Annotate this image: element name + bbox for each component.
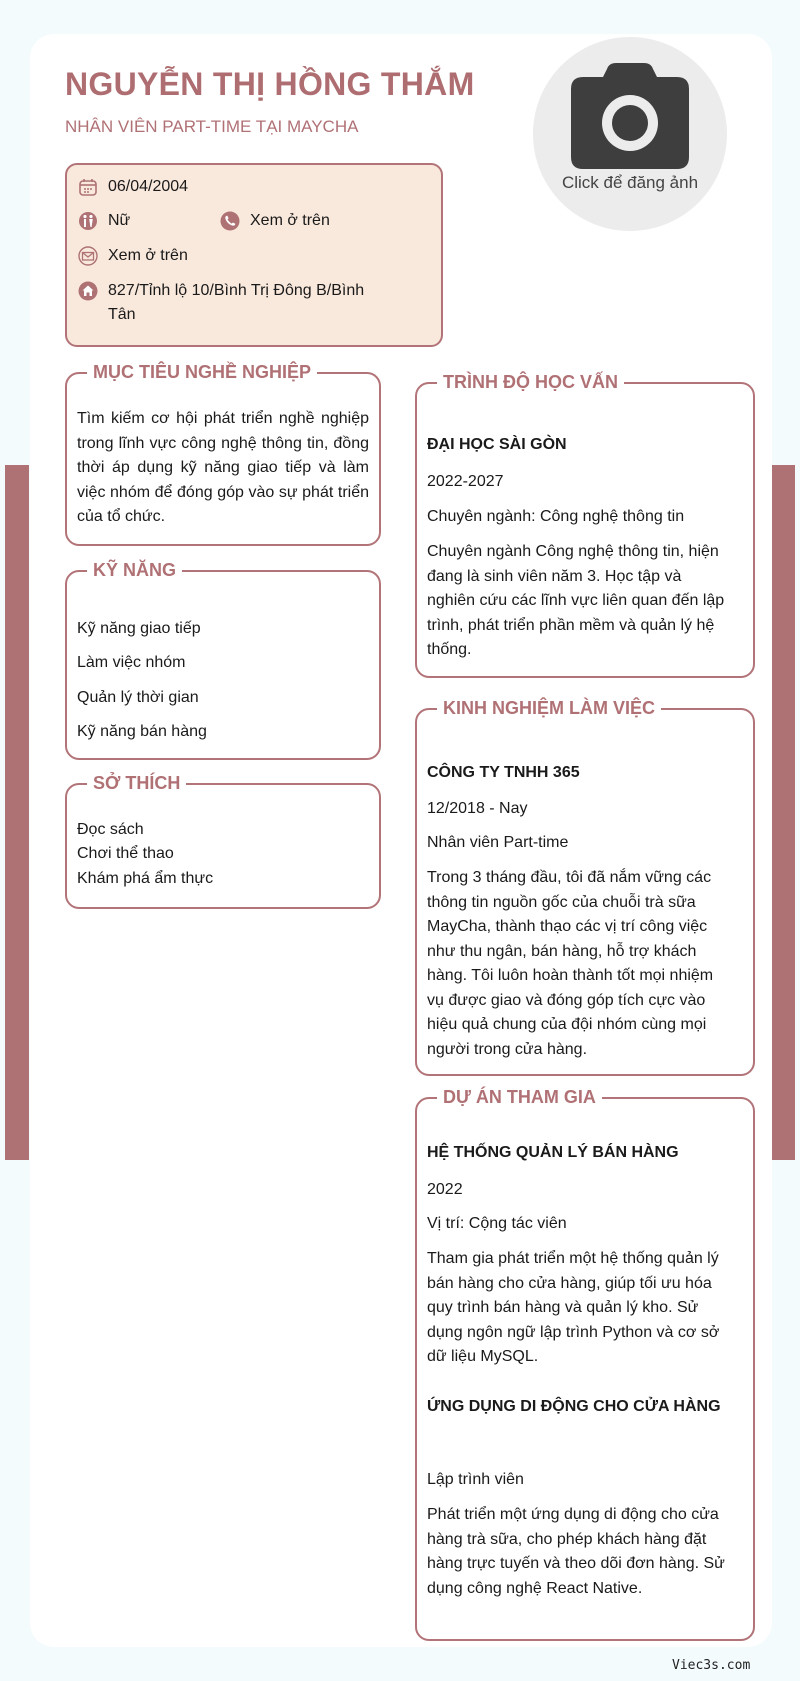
birthdate-row — [77, 175, 188, 199]
experience-description: Trong 3 tháng đầu, tôi đã nắm vững các thông tin nguồn gốc của chuỗi trà sữa MayCha, thành thạo các vị trí công việc như thu ngân, bán hàng, hỗ trợ khách hàng. Tôi luôn hoàn thành tốt mọi nhiệm vụ được giao và đóng góp tích cực vào hiệu quả chung của đội nhóm cùng mọi người trong cửa hàng. — [427, 869, 714, 1058]
education-period: 2022-2027 — [427, 473, 504, 490]
camera-icon — [571, 63, 689, 169]
education-major: Chuyên ngành: Công nghệ thông tin — [427, 508, 685, 525]
hobby-item: Đọc sách — [77, 821, 144, 838]
address-value — [108, 279, 364, 327]
education-heading: TRÌNH ĐỘ HỌC VẤN — [437, 370, 624, 394]
project-role: Lập trình viên — [427, 1471, 524, 1488]
right-accent-bar — [771, 465, 795, 1160]
personal-info-box — [65, 163, 443, 347]
hobby-item: Khám phá ẩm thực — [77, 870, 214, 887]
education-section — [415, 372, 755, 678]
projects-heading: DỰ ÁN THAM GIA — [437, 1085, 602, 1109]
experience-heading: KINH NGHIỆM LÀM VIỆC — [437, 696, 661, 720]
education-description: Chuyên ngành Công nghệ thông tin, hiện đang là sinh viên năm 3. Học tập và nghiên cứu các lĩnh vực liên quan đến lập trình, phát triển phần mềm và quản lý hệ thống. — [427, 543, 725, 658]
watermark: Viec3s.com — [672, 1658, 751, 1673]
hobbies-section — [65, 773, 381, 909]
objective-heading: MỤC TIÊU NGHỀ NGHIỆP — [87, 360, 317, 384]
address-line-2: Tân — [108, 306, 136, 323]
experience-period: 12/2018 - Nay — [427, 800, 528, 817]
envelope-icon — [77, 245, 99, 267]
gender-icon — [77, 210, 99, 232]
calendar-icon — [77, 176, 99, 198]
experience-section — [415, 698, 755, 1076]
projects-section — [415, 1087, 755, 1641]
objective-text: Tìm kiếm cơ hội phát triển nghề nghiệp trong lĩnh vực công nghệ thông tin, đồng thời áp dụng kỹ năng giao tiếp và làm việc nhóm để đóng góp vào sự phát triển của tổ chức. — [77, 410, 369, 525]
avatar-upload-hint: Click để đăng ảnh — [561, 173, 699, 192]
skills-heading: KỸ NĂNG — [87, 558, 182, 582]
project-description: Phát triển một ứng dụng di động cho cửa hàng trà sữa, cho phép khách hàng đặt hàng trực tuyến và theo dõi đơn hàng. Sử dụng công nghệ React Native. — [427, 1506, 725, 1597]
birthdate-value: 06/04/2004 — [108, 178, 189, 195]
hobbies-heading: SỞ THÍCH — [87, 771, 186, 795]
education-school: ĐẠI HỌC SÀI GÒN — [427, 436, 567, 453]
home-icon — [77, 280, 99, 302]
project-name: HỆ THỐNG QUẢN LÝ BÁN HÀNG — [427, 1144, 679, 1161]
phone-icon — [219, 210, 241, 232]
skill-item: Kỹ năng bán hàng — [77, 723, 207, 740]
gender-row — [77, 209, 130, 233]
candidate-job-title: NHÂN VIÊN PART-TIME TẠI MAYCHA — [65, 117, 359, 136]
experience-position: Nhân viên Part-time — [427, 834, 569, 851]
skill-item: Làm việc nhóm — [77, 654, 186, 671]
email-row — [77, 244, 188, 268]
skills-section — [65, 560, 381, 760]
left-accent-bar — [5, 465, 29, 1160]
candidate-name: NGUYỄN THỊ HỒNG THẮM — [65, 66, 475, 102]
gender-value: Nữ — [108, 212, 131, 229]
project-name: ỨNG DỤNG DI ĐỘNG CHO CỬA HÀNG — [427, 1398, 721, 1415]
hobby-item: Chơi thể thao — [77, 845, 174, 862]
phone-row — [219, 209, 330, 233]
address-row — [77, 279, 364, 327]
email-value: Xem ở trên — [108, 247, 188, 264]
avatar-upload[interactable] — [533, 37, 727, 231]
project-role: Vị trí: Cộng tác viên — [427, 1215, 567, 1232]
skill-item: Quản lý thời gian — [77, 689, 199, 706]
experience-company: CÔNG TY TNHH 365 — [427, 764, 580, 781]
skill-item: Kỹ năng giao tiếp — [77, 620, 201, 637]
phone-value: Xem ở trên — [250, 212, 330, 229]
address-line-1: 827/Tỉnh lộ 10/Bình Trị Đông B/Bình — [108, 282, 365, 299]
objective-section — [65, 362, 381, 546]
project-description: Tham gia phát triển một hệ thống quản lý bán hàng cho cửa hàng, giúp tối ưu hóa quy trình bán hàng và quản lý kho. Sử dụng ngôn ngữ lập trình Python và cơ sở dữ liệu MySQL. — [427, 1250, 720, 1365]
project-year: 2022 — [427, 1181, 463, 1198]
